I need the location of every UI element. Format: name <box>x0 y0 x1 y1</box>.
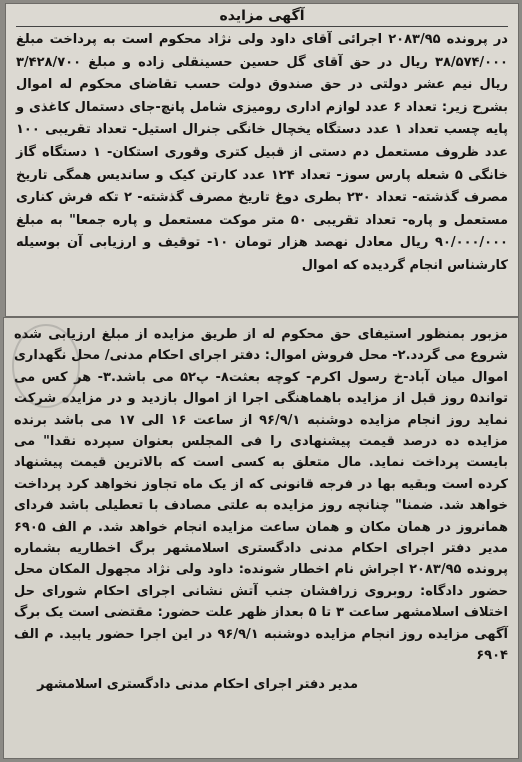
notice-title: آگهی مزایده <box>219 8 305 24</box>
faded-stamp-mark <box>12 324 80 408</box>
notice-bottom-paragraph: مزبور بمنظور استیفای حق محکوم له از طریق مزایده از مبلغ ارزیابی شده شروع می گردد.۲- محل فروش اموال: دفتر اجرای احکام مدنی/ محل نگهداری اموال میان آباد-خ رسول اکرم- کوچه بعثت۸- پ۵۲ می باشد.۳- هر کس می تواند۵ روز قبل از مزایده باهماهنگی اجرا از اموال بازدید و در مزایده شرکت نماید روز انجام مزایده دوشنبه ۹۶/۹/۱ از ساعت ۱۶ الی ۱۷ می باشد برنده مزایده ده درصد قیمت پیشنهادی را فی المجلس بعنوان سپرده نقدا" می بایست پرداخت نماید. مال متعلق به کسی است که بالاترین قیمت پیشنهاد کرده است وبقیه بها در فرجه قانونی که از یک ماه تجاوز نخواهد کرد پرداخت خواهد شد. ضمنا" چنانچه روز مزایده به علتی مصادف با تعطیلی باشد فردای همانروز در همان مکان و همان ساعت مزایده انجام خواهد شد. م الف ۶۹۰۵ مدیر دفتر اجرای احکام مدنی دادگستری اسلامشهر برگ اخطاریه بشماره پرونده ۲۰۸۳/۹۵ اجراش نام اخطار شونده: داود ولی نژاد مجهول المکان محل حضور دادگاه: روبروی زرافشان جنب آتش نشانی اجرای احکام شورای حل اختلاف اسلامشهر ساعت ۳ تا ۵ بعداز ظهر علت حضور: مقتضی است یک برگ آگهی مزایده روز انجام مزایده دوشنبه ۹۶/۹/۱ در این اجرا حضور یابید. م الف ۶۹۰۴ <box>14 327 509 664</box>
notice-top-paragraph: در پرونده ۲۰۸۳/۹۵ اجرائی آقای داود ولی نژاد محکوم است به پرداخت مبلغ ۳۸/۵۷۴/۰۰۰ ریال در حق آقای گل حسین حسینقلی زاده و مبلغ ۳/۴۲۸/۷۰۰ ریال نیم عشر دولتی در حق صندوق دولت حسب تقاضای محکوم له اموال بشرح زیر: تعداد ۶ عدد لوازم اداری رومیزی شامل پانچ-جای دستمال کاغذی و پایه چسب تعداد ۱ عدد دستگاه یخچال خانگی جنرال استیل- تعداد تقریبی ۱۰۰ عدد ظروف مستعمل دم دستی از قبیل کتری وقوری استکان- ۱ دستگاه گاز خانگی ۵ شعله پارس سوز- تعداد ۱۲۴ عدد کارتن کیک و ساندیس همگی تاریخ مصرف گذشته- تعداد ۲۳۰ بطری دوغ تاریخ مصرف گذشته- ۲ تکه فرش کناری مستعمل و پاره- تعداد تقریبی ۵۰ متر موکت مستعمل و پاره جمعا" به مبلغ ۹۰/۰۰۰/۰۰۰ ریال معادل نهصد هزار تومان ۱۰- توقیف و ارزیابی آن بوسیله کارشناس انجام گردیده که اموال <box>16 32 509 273</box>
notice-bottom-clipping <box>4 318 518 758</box>
notice-signature: مدیر دفتر اجرای احکام مدنی دادگستری اسلامشهر <box>37 676 358 692</box>
notice-top-clipping <box>6 4 518 316</box>
title-divider <box>16 26 508 27</box>
